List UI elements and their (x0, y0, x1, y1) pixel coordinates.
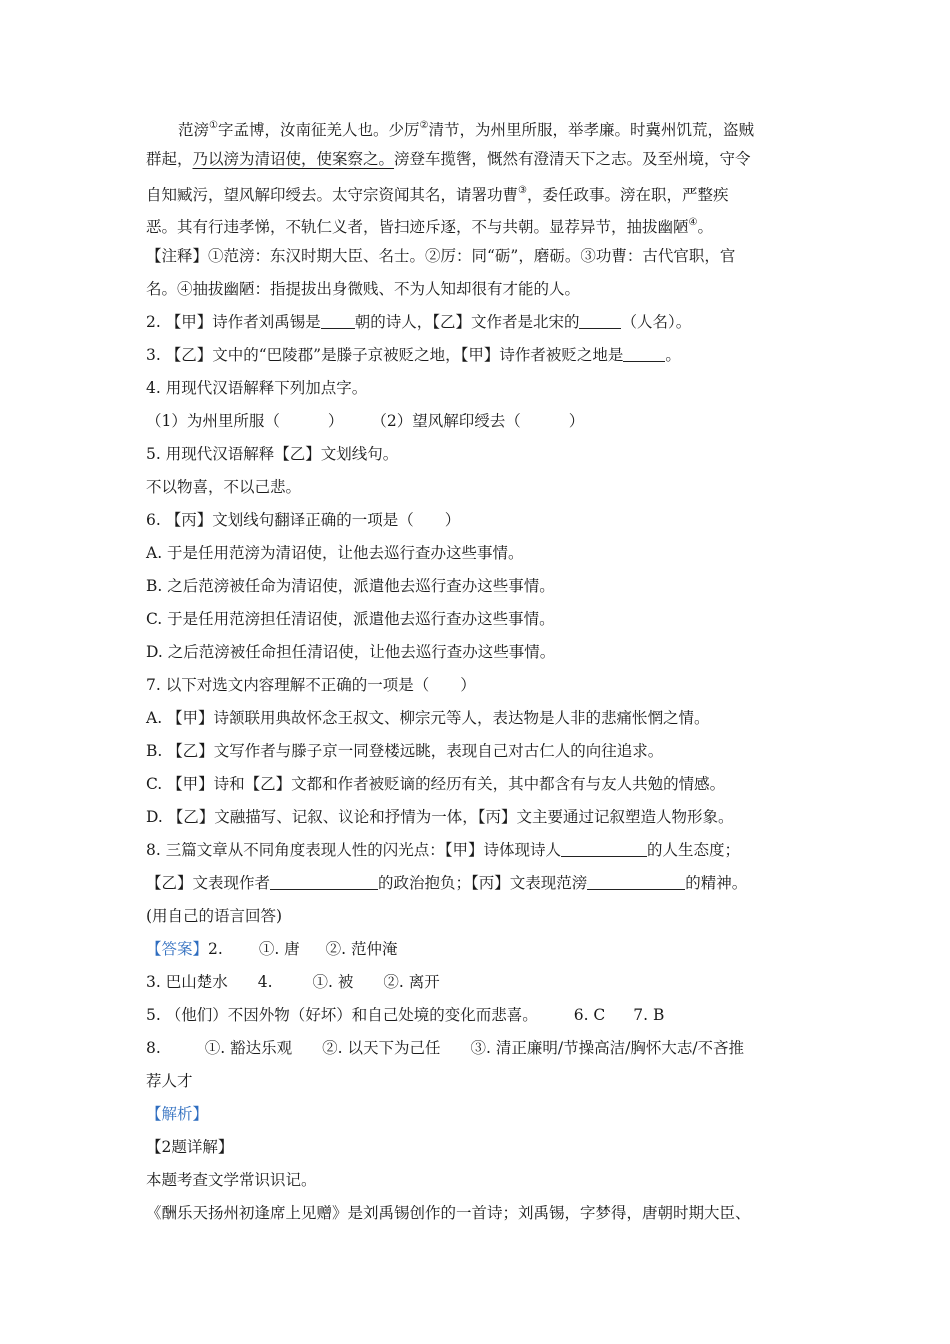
answer-blank[interactable] (587, 873, 685, 890)
question-8-line-3: (用自己的语言回答) (146, 907, 283, 925)
option-7b[interactable]: B. 【乙】文写作者与滕子京一同登楼远眺，表现自己对古仁人的向往追求。 (146, 742, 664, 760)
passage-line-2: 群起，乃以滂为清诏使，使案察之。滂登车揽辔，慨然有澄清天下之志。及至州境，守令 (146, 150, 751, 168)
question-8-line-1: 8. 三篇文章从不同角度表现人性的闪光点：【甲】诗体现诗人 的人生态度； (146, 841, 740, 859)
answer-line-3: 5. （他们）不因外物（好坏）和自己处境的变化而悲喜。 6. C 7. B (146, 1006, 665, 1024)
analysis-heading: 【2题详解】 (146, 1138, 234, 1156)
question-5: 5. 用现代汉语解释【乙】文划线句。 (146, 445, 399, 463)
option-7c[interactable]: C. 【甲】诗和【乙】文都和作者被贬谪的经历有关，其中都含有与友人共勉的情感。 (146, 775, 726, 793)
answer-blank[interactable] (623, 345, 665, 362)
question-4-items: （1）为州里所服（ ） （2）望风解印绶去（ ） (146, 412, 585, 430)
question-7: 7. 以下对选文内容理解不正确的一项是（ ） (146, 676, 476, 694)
option-6c[interactable]: C. 于是任用范滂担任清诏使，派遣他去巡行查办这些事情。 (146, 610, 555, 628)
answer-line-1: 【答案】2. ①. 唐 ②. 范仲淹 (146, 940, 398, 958)
answer-line-4: 8. ①. 豁达乐观 ②. 以天下为己任 ③. 清正廉明/节操高洁/胸怀大志/不吝推 (146, 1039, 745, 1057)
passage-line-4: 恶。其有行违孝悌，不轨仁义者，皆扫迹斥逐，不与共朝。显荐异节，抽拔幽陋④。 (146, 217, 713, 236)
question-5-sentence: 不以物喜，不以己悲。 (146, 478, 302, 496)
question-6: 6. 【丙】文划线句翻译正确的一项是（ ） (146, 511, 461, 529)
passage-line-1: 范滂①字孟博，汝南征羌人也。少厉②清节，为州里所服，举孝廉。时冀州饥荒，盗贼 (178, 120, 754, 139)
notes-line-1: 【注释】①范滂：东汉时期大臣、名士。②厉：同“砺”，磨砺。③功曹：古代官职，官 (146, 247, 736, 265)
answer-line-5: 荐人才 (146, 1072, 193, 1090)
analysis-line-2: 《酬乐天扬州初逢席上见赠》是刘禹锡创作的一首诗；刘禹锡，字梦得，唐朝时期大臣、 (146, 1204, 751, 1222)
question-4: 4. 用现代汉语解释下列加点字。 (146, 379, 368, 397)
question-3: 3. 【乙】文中的“巴陵郡”是滕子京被贬之地，【甲】诗作者被贬之地是 。 (146, 346, 681, 364)
option-6d[interactable]: D. 之后范滂被任命担任清诏使，让他去巡行查办这些事情。 (146, 643, 556, 661)
notes-line-2: 名。④抽拔幽陋：指提拔出身微贱、不为人知却很有才能的人。 (146, 280, 581, 298)
analysis-line-1: 本题考查文学常识识记。 (146, 1171, 317, 1189)
answer-tag: 【答案】 (146, 940, 209, 958)
question-8-line-2: 【乙】文表现作者 的政治抱负；【丙】文表现范滂 的精神。 (146, 874, 748, 892)
answer-blank[interactable] (270, 873, 378, 890)
underlined-sentence: 乃以滂为清诏使，使案察之。 (192, 150, 395, 168)
answer-blank[interactable] (321, 312, 355, 329)
analysis-tag: 【解析】 (146, 1105, 209, 1123)
answer-blank[interactable] (579, 312, 621, 329)
answer-line-2: 3. 巴山楚水 4. ①. 被 ②. 离开 (146, 973, 440, 991)
question-2: 2. 【甲】诗作者刘禹锡是 朝的诗人，【乙】文作者是北宋的 （人名）。 (146, 313, 692, 331)
answer-blank[interactable] (561, 840, 647, 857)
passage-line-3: 自知臧污，望风解印绶去。太守宗资闻其名，请署功曹③，委任政事。滂在职，严整疾 (146, 185, 729, 204)
option-7a[interactable]: A. 【甲】诗颔联用典故怀念王叔文、柳宗元等人，表达物是人非的悲痛怅惘之情。 (146, 709, 710, 727)
option-6b[interactable]: B. 之后范滂被任命为清诏使，派遣他去巡行查办这些事情。 (146, 577, 555, 595)
option-7d[interactable]: D. 【乙】文融描写、记叙、议论和抒情为一体，【丙】文主要通过记叙塑造人物形象。 (146, 808, 734, 826)
option-6a[interactable]: A. 于是任用范滂为清诏使，让他去巡行查办这些事情。 (146, 544, 524, 562)
